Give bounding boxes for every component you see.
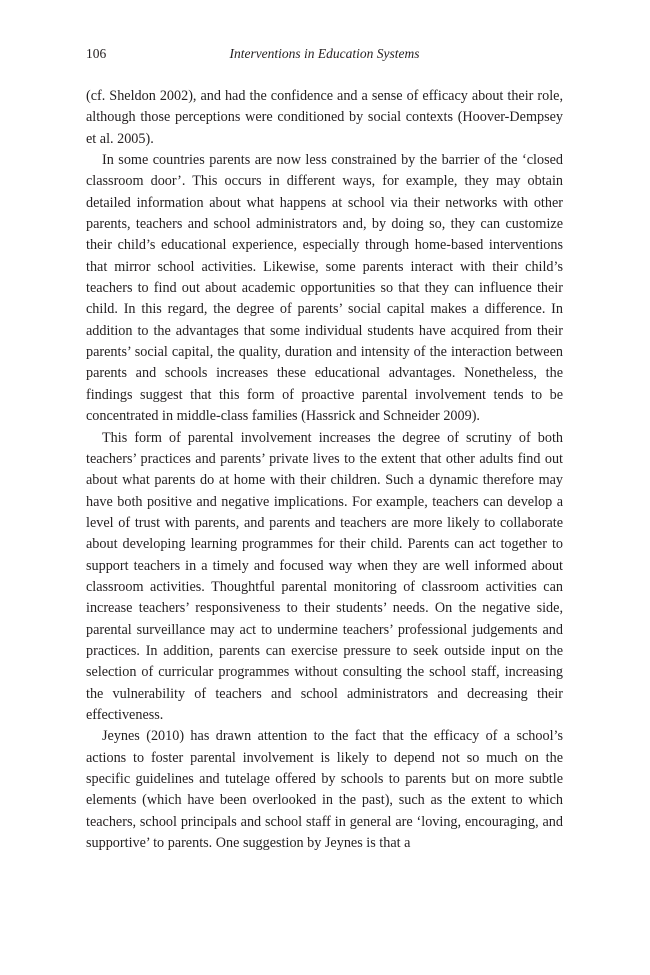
paragraph-continuation: (cf. Sheldon 2002), and had the confidence and a sense of efficacy about their role, although those perceptions were conditioned by social contexts (Hoover-Dempsey et al. 2005). — [86, 88, 563, 147]
paragraph-closed-classroom-door: In some countries parents are now less constrained by the barrier of the ‘closed classroom door’. This occurs in different ways, for example, they may obtain detailed information about what happens at school via their networks with other parents, teachers and school administrators and, by doing so, they can customize their child’s educational experience, especially through home-based interventions that mirror school activities. Likewise, some parents interact with their child’s teachers to find out about academic opportunities so that they can influence their child. In this regard, the degree of parents’ social capital makes a difference. In addition to the advantages that some individual students have acquired from their parents’ social capital, the quality, duration and intensity of the interaction between parents and schools increases these educational advantages. Nonetheless, the findings suggest that this form of proactive parental involvement tends to be concentrated in middle-class families (Hassrick and Schneider 2009). — [86, 152, 563, 425]
book-page — [86, 0, 563, 854]
page-number: 106 — [86, 46, 107, 61]
running-title: Interventions in Education Systems — [229, 46, 420, 61]
body-text — [86, 86, 563, 854]
running-head — [86, 45, 563, 63]
paragraph-parental-scrutiny: This form of parental involvement increases the degree of scrutiny of both teachers’ practices and parents’ private lives to the extent that other adults find out about what parents do at home with their children. Such a dynamic therefore may have both positive and negative implications. For example, teachers can develop a level of trust with parents, and parents and teachers are more likely to collaborate about developing learning programmes for their child. Parents can act together to support teachers in a timely and focused way when they are well informed about classroom activities. Thoughtful parental monitoring of classroom activities can increase teachers’ responsiveness to their students’ needs. On the negative side, parental surveillance may act to undermine teachers’ professional judgements and practices. In addition, parents can exercise pressure to seek outside input on the selection of curricular programmes without consulting the school staff, increasing the vulnerability of teachers and school administrators and decreasing their effectiveness. — [86, 429, 563, 723]
paragraph-jeynes: Jeynes (2010) has drawn attention to the fact that the efficacy of a school’s actions to foster parental involvement is likely to depend not so much on the specific guidelines and tutelage offered by schools to parents but on more subtle elements (which have been overlooked in the past), such as the extent to which teachers, school principals and school staff in general are ‘loving, encouraging, and supportive’ to parents. One suggestion by Jeynes is that a — [86, 728, 563, 852]
